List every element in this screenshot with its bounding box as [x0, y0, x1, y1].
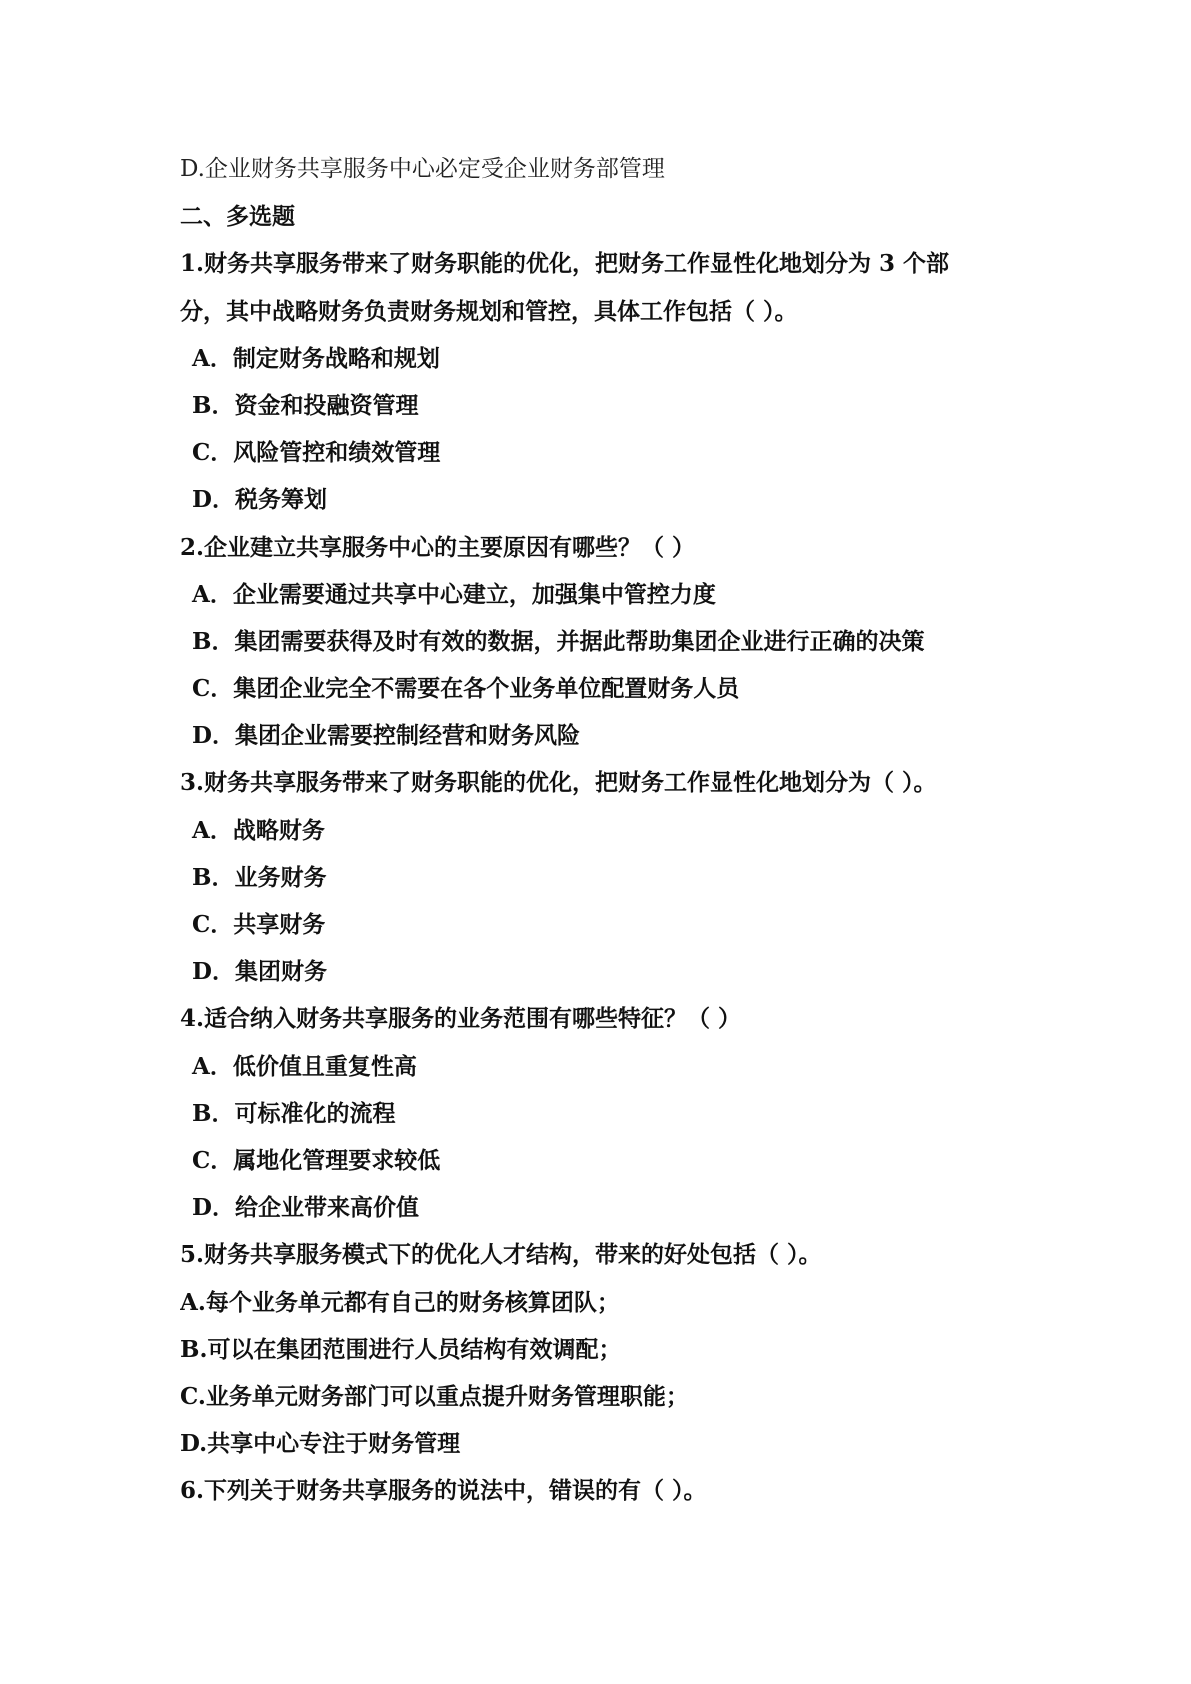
question-4-option-d: D．给企业带来高价值 — [192, 1194, 419, 1222]
question-4-option-a: A．低价值且重复性高 — [192, 1052, 417, 1080]
question-3-title: 3.财务共享服务带来了财务职能的优化，把财务工作显性化地划分为（ ）。 — [180, 769, 937, 797]
question-2-option-c: C．集团企业完全不需要在各个业务单位配置财务人员 — [192, 675, 740, 703]
question-3-option-c: C．共享财务 — [192, 911, 326, 938]
question-5-option-b: B.可以在集团范围进行人员结构有效调配； — [180, 1335, 622, 1363]
question-2-option-d: D．集团企业需要控制经营和财务风险 — [192, 722, 580, 750]
question-5-option-a: A.每个业务单元都有自己的财务核算团队； — [180, 1288, 620, 1316]
question-1-option-b: B．资金和投融资管理 — [192, 391, 419, 419]
question-5-option-c: C.业务单元财务部门可以重点提升财务管理职能； — [180, 1382, 689, 1410]
question-1-option-d: D．税务筹划 — [192, 486, 327, 514]
question-5-option-d: D.共享中心专注于财务管理 — [180, 1430, 461, 1458]
question-3-option-b: B．业务财务 — [192, 863, 327, 891]
question-1-option-c: C．风险管控和绩效管理 — [192, 439, 441, 467]
page-content — [180, 146, 1040, 1514]
question-4-title: 4.适合纳入财务共享服务的业务范围有哪些特征？（ ） — [180, 1005, 742, 1033]
previous-question-option-d: D.企业财务共享服务中心必定受企业财务部管理 — [180, 156, 665, 182]
question-1-title-line-1: 1.财务共享服务带来了财务职能的优化，把财务工作显性化地划分为 3 个部 — [180, 250, 950, 278]
question-6-title: 6.下列关于财务共享服务的说法中，错误的有（ ）。 — [180, 1477, 707, 1505]
question-3-option-d: D．集团财务 — [192, 958, 327, 986]
question-2-title: 2.企业建立共享服务中心的主要原因有哪些？（ ） — [180, 533, 696, 561]
question-4-option-b: B．可标准化的流程 — [192, 1099, 396, 1127]
section-heading: 二、多选题 — [180, 203, 295, 231]
question-1-title-line-2: 分，其中战略财务负责财务规划和管控，具体工作包括（ ）。 — [180, 297, 798, 325]
question-5-title: 5.财务共享服务模式下的优化人才结构，带来的好处包括（ ）。 — [180, 1241, 822, 1269]
question-2-option-a: A．企业需要通过共享中心建立，加强集中管控力度 — [192, 580, 716, 608]
question-2-option-b: B．集团需要获得及时有效的数据，并据此帮助集团企业进行正确的决策 — [192, 627, 925, 655]
question-1-option-a: A．制定财务战略和规划 — [192, 344, 440, 372]
question-4-option-c: C．属地化管理要求较低 — [192, 1146, 441, 1174]
question-3-option-a: A．战略财务 — [192, 816, 325, 844]
